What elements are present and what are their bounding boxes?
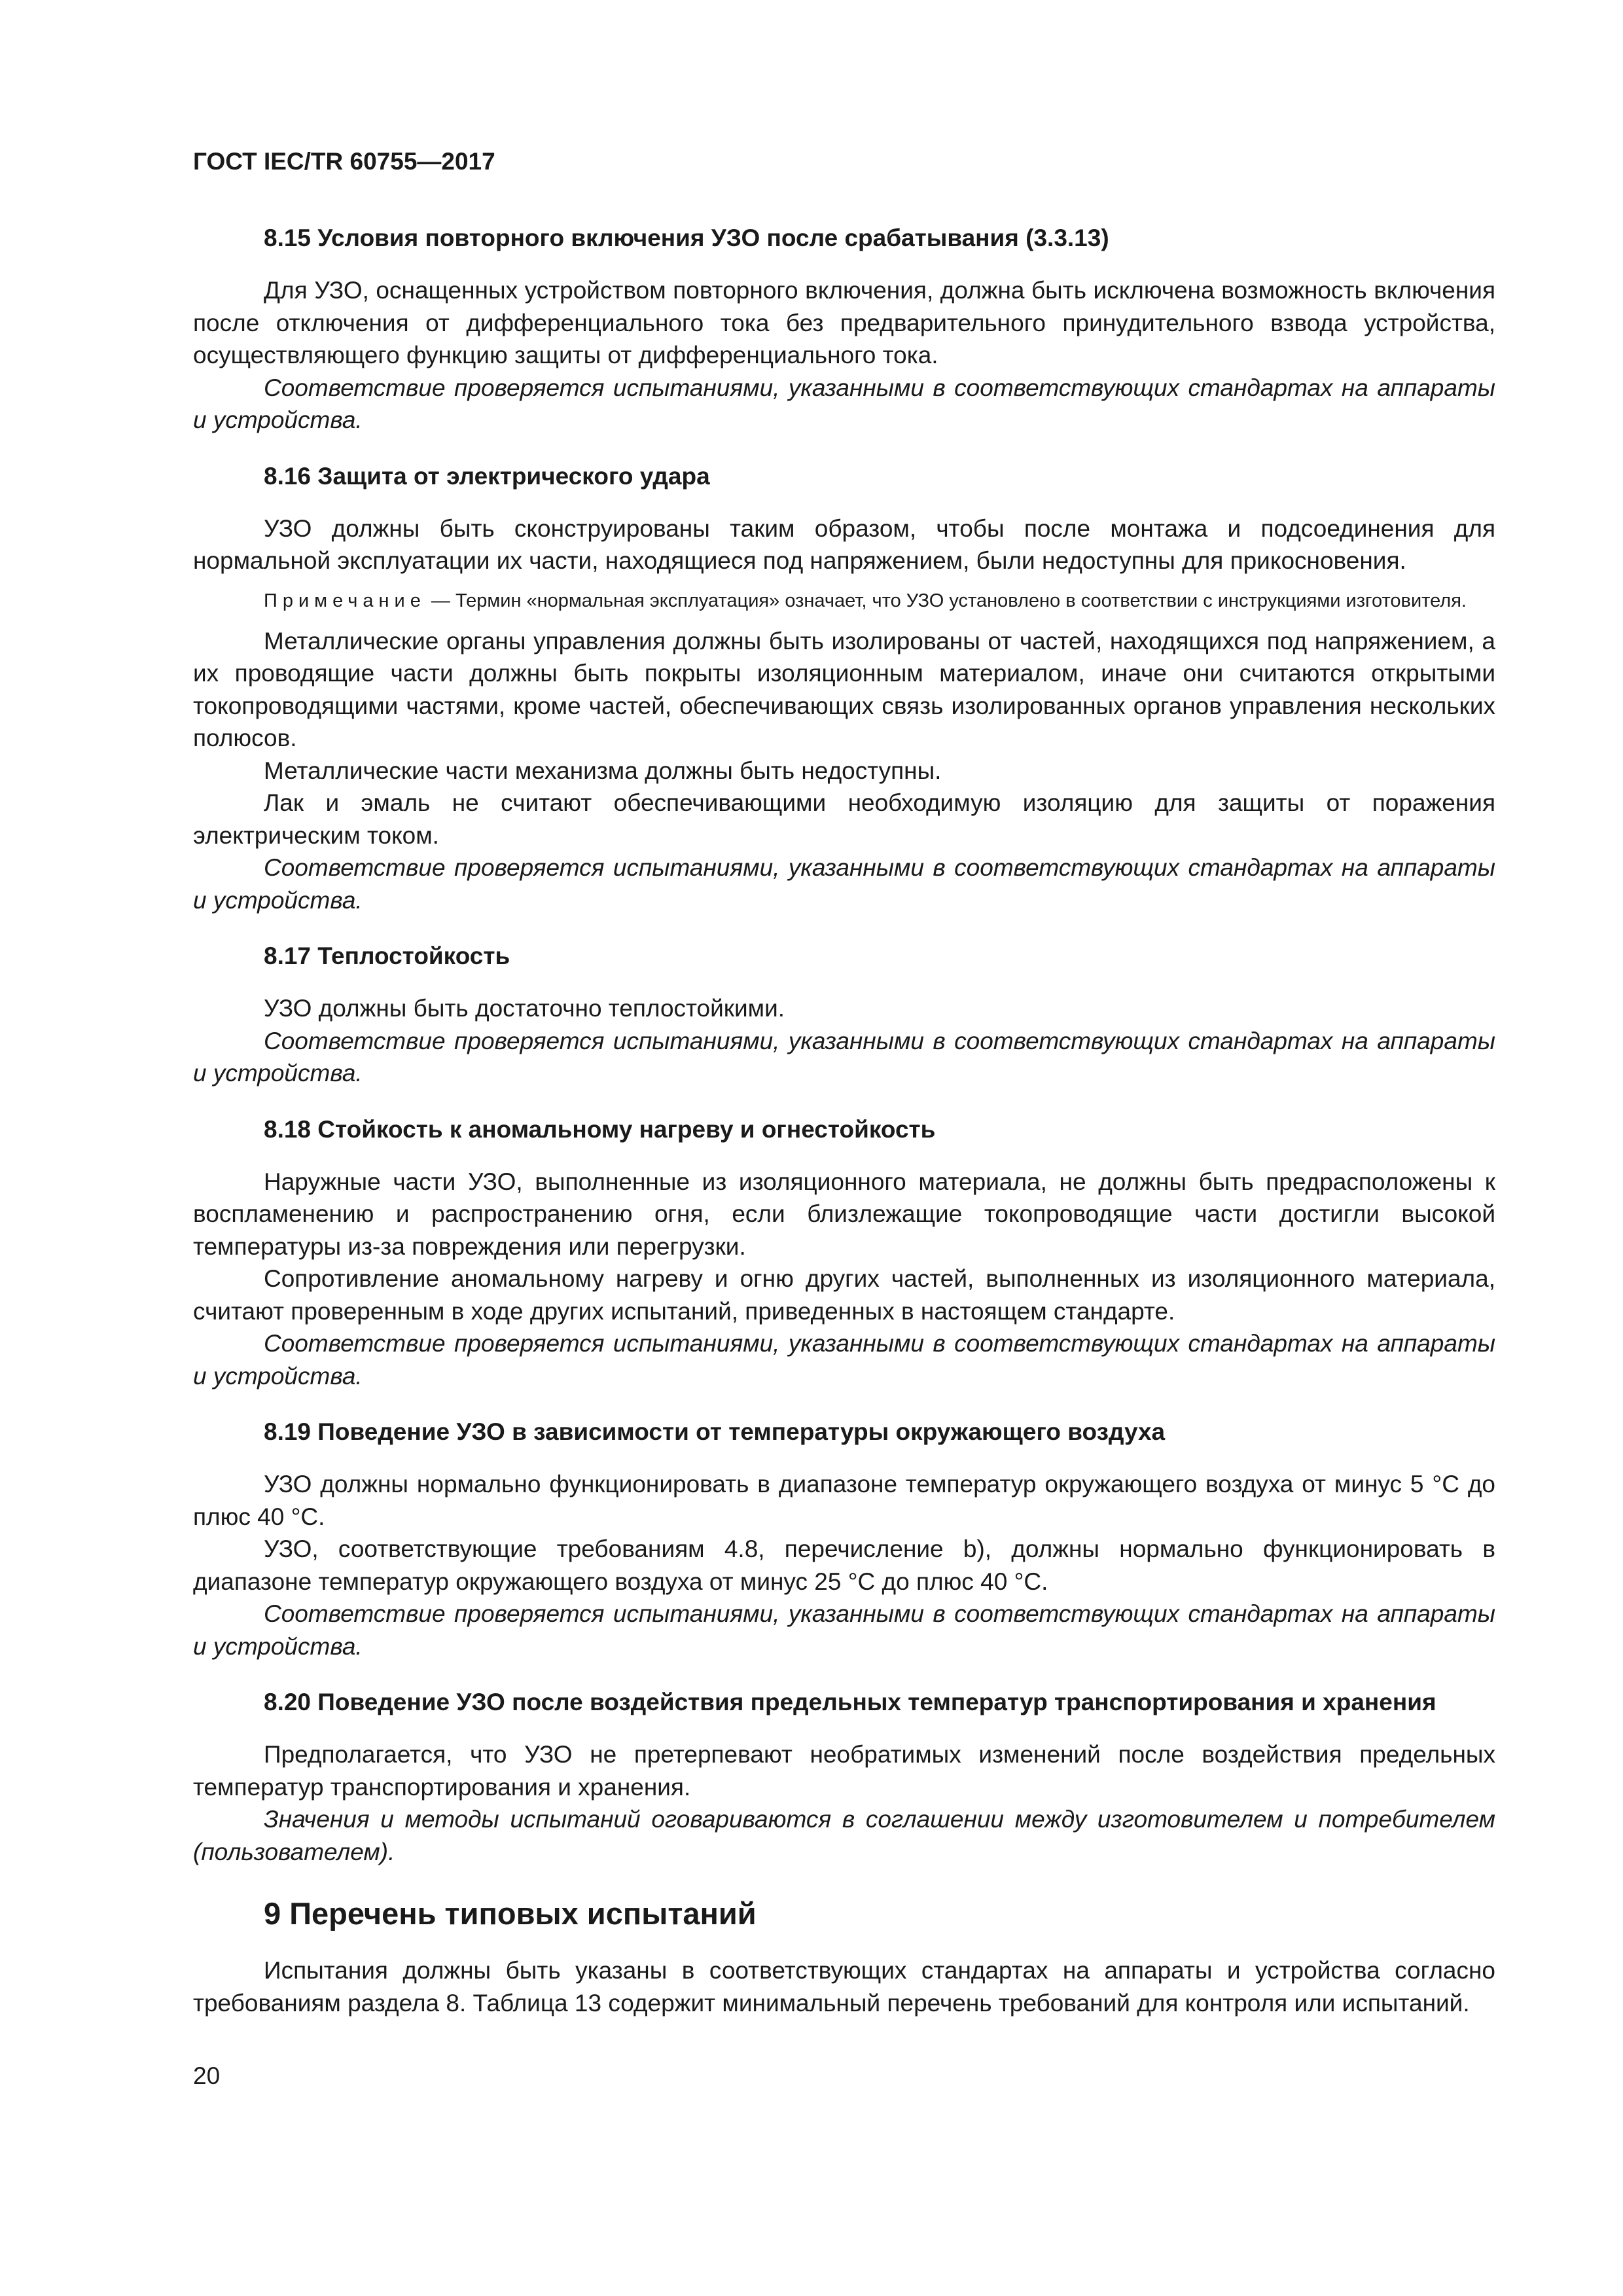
paragraph: УЗО должны нормально функционировать в диапазоне температур окружающего воздуха от минус 5 °С до плюс 40 °С. <box>193 1471 1495 1530</box>
section-title: 8.17 Теплостойкость <box>264 942 510 969</box>
note-text: — Термин «нормальная эксплуатация» означает, что УЗО установлено в соответствии с инструкциями изготовителя. <box>431 590 1467 611</box>
paragraph: Металлические части механизма должны быть недоступны. <box>264 757 942 784</box>
section-8-20 <box>193 1686 1495 1868</box>
section-title: 8.16 Защита от электрического удара <box>264 462 710 490</box>
document-code-header: ГОСТ IEC/TR 60755—2017 <box>193 148 495 175</box>
paragraph: Предполагается, что УЗО не претерпевают необратимых изменений после воздействия предельных температур транспортирования и хранения. <box>193 1741 1495 1801</box>
compliance-paragraph: Соответствие проверяется испытаниями, указанными в соответствующих стандартах на аппараты и устройства. <box>193 1027 1495 1086</box>
paragraph: Для УЗО, оснащенных устройством повторного включения, должна быть исключена возможность включения после отключения от дифференциального тока без предварительного принудительного взвода устройства, осуществляющего функцию защиты от дифференциального тока. <box>193 277 1495 368</box>
compliance-paragraph: Соответствие проверяется испытаниями, указанными в соответствующих стандартах на аппараты и устройства. <box>193 374 1495 433</box>
compliance-paragraph: Значения и методы испытаний оговариваются в соглашении между изготовителем и потребителем (пользователем). <box>193 1806 1495 1865</box>
paragraph: Сопротивление аномальному нагреву и огню других частей, выполненных из изоляционного материала, считают проверенным в ходе других испытаний, приведенных в настоящем стандарте. <box>193 1265 1495 1325</box>
chapter-title: 9 Перечень типовых испытаний <box>264 1896 757 1931</box>
section-title: 8.19 Поведение УЗО в зависимости от температуры окружающего воздуха <box>264 1418 1166 1445</box>
paragraph: Металлические органы управления должны быть изолированы от частей, находящихся под напряжением, а их проводящие части должны быть покрыты изоляционным материалом, иначе они считаются открытыми токопроводящими частями, кроме частей, обеспечивающих связь изолированных органов управления нескольких полюсов. <box>193 627 1495 751</box>
compliance-paragraph: Соответствие проверяется испытаниями, указанными в соответствующих стандартах на аппараты и устройства. <box>193 1330 1495 1390</box>
paragraph: Испытания должны быть указаны в соответствующих стандартах на аппараты и устройства согласно требованиям раздела 8. Таблица 13 содержит минимальный перечень требований для контроля или испытаний. <box>193 1957 1495 2017</box>
paragraph: УЗО, соответствующие требованиям 4.8, перечисление b), должны нормально функционировать в диапазоне температур окружающего воздуха от минус 25 °С до плюс 40 °С. <box>193 1535 1495 1595</box>
chapter-9 <box>193 1894 1495 2019</box>
section-8-15 <box>193 222 1495 437</box>
section-title: 8.18 Стойкость к аномальному нагреву и огнестойкость <box>264 1115 936 1143</box>
compliance-paragraph: Соответствие проверяется испытаниями, указанными в соответствующих стандартах на аппараты и устройства. <box>193 854 1495 914</box>
paragraph: УЗО должны быть достаточно теплостойкими. <box>264 995 785 1022</box>
section-title: 8.20 Поведение УЗО после воздействия предельных температур транспортирования и хранения <box>264 1689 1436 1715</box>
note-label: Примечание <box>264 590 426 611</box>
section-8-16 <box>193 460 1495 917</box>
section-8-18 <box>193 1113 1495 1393</box>
paragraph: Наружные части УЗО, выполненные из изоляционного материала, не должны быть предрасположены к воспламенению и распространению огня, если близлежащие токопроводящие части достигли высокой температуры из-за повреждения или перегрузки. <box>193 1168 1495 1260</box>
document-page <box>193 147 1495 2019</box>
note <box>193 588 1495 615</box>
page-number: 20 <box>193 2062 221 2089</box>
section-8-19 <box>193 1416 1495 1662</box>
section-8-17 <box>193 940 1495 1090</box>
paragraph: Лак и эмаль не считают обеспечивающими необходимую изоляцию для защиты от поражения электрическим током. <box>193 789 1495 849</box>
paragraph: УЗО должны быть сконструированы таким образом, чтобы после монтажа и подсоединения для нормальной эксплуатации их части, находящиеся под напряжением, были недоступны для прикосновения. <box>193 514 1495 574</box>
section-title: 8.15 Условия повторного включения УЗО после срабатывания (3.3.13) <box>264 224 1109 251</box>
compliance-paragraph: Соответствие проверяется испытаниями, указанными в соответствующих стандартах на аппараты и устройства. <box>193 1600 1495 1660</box>
